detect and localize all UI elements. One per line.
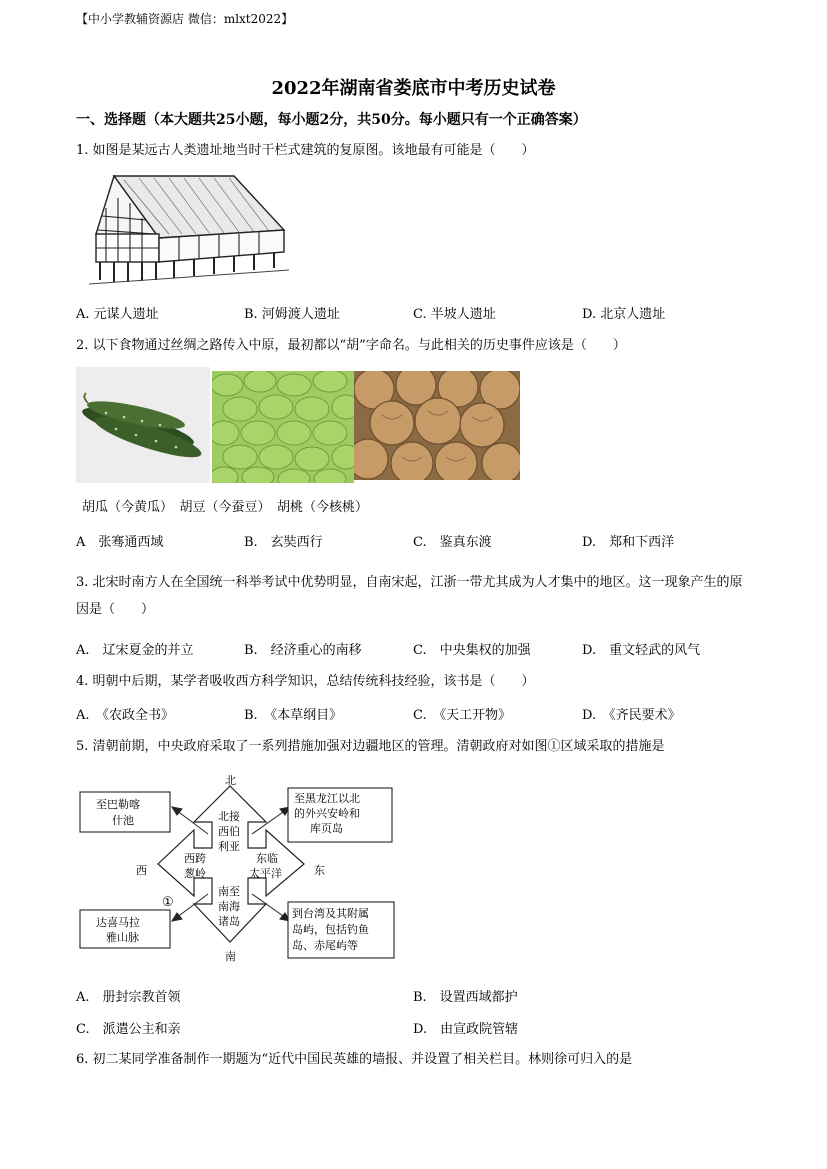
q3-option-a[interactable]: A. 辽宋夏金的并立 [76, 643, 194, 658]
walnut-image [354, 371, 520, 480]
q5-option-c[interactable]: C. 派遣公主和亲 [76, 1022, 181, 1037]
east-arrow-line1: 东临 [256, 852, 278, 865]
compass-west-label: 西 [136, 864, 147, 877]
question-3-stem: 3. 北宋时南方人在全国统一科举考试中优势明显，自南宋起，江浙一带尤其成为人才集中的地区。这一现象产生的原因是（ ） [76, 575, 743, 617]
box-se-line3: 岛、赤尾屿等 [292, 939, 358, 952]
page-title: 2022年湖南省娄底市中考历史试卷 [271, 78, 556, 99]
question-1-stem: 1. 如图是某远古人类遗址地当时干栏式建筑的复原图。该地最有可能是（ ） [76, 143, 535, 158]
question-4-stem: 4. 明朝中后期，某学者吸收西方科学知识，总结传统科技经验，该书是（ ） [76, 674, 535, 689]
west-arrow-line1: 西跨 [184, 852, 206, 865]
cucumber-image [76, 367, 210, 483]
box-se-line2: 岛屿，包括钓鱼 [292, 923, 369, 936]
south-arrow-line1: 南至 [218, 885, 240, 898]
q2-option-a[interactable]: A 张骞通西域 [76, 535, 164, 550]
q5-option-a[interactable]: A. 册封宗教首领 [76, 990, 181, 1005]
box-se-line1: 到台湾及其附属 [292, 907, 369, 920]
q1-option-c[interactable]: C. 半坡人遗址 [413, 307, 496, 322]
q5-option-b[interactable]: B. 设置西域都护 [413, 990, 518, 1005]
q4-option-d[interactable]: D. 《齐民要术》 [582, 708, 681, 723]
region-marker-1: ① [162, 895, 174, 910]
q4-option-b[interactable]: B. 《本草纲目》 [244, 708, 343, 723]
compass-south-label: 南 [225, 950, 236, 963]
section-heading: 一、选择题（本大题共25小题，每小题2分，共50分。每小题只有一个正确答案） [76, 112, 587, 128]
question-5-stem: 5. 清朝前期，中央政府采取了一系列措施加强对边疆地区的管理。清朝政府对如图①区域采取的措施是 [76, 739, 665, 754]
q3-option-c[interactable]: C. 中央集权的加强 [413, 643, 531, 658]
q4-option-a[interactable]: A. 《农政全书》 [76, 708, 175, 723]
west-arrow-line2: 葱岭 [184, 867, 206, 880]
q2-image-caption: 胡瓜（今黄瓜） 胡豆（今蚕豆） 胡桃（今核桃） [82, 500, 369, 515]
box-sw-line2: 雅山脉 [106, 931, 139, 944]
box-ne-line1: 至黑龙江以北 [294, 792, 360, 805]
q2-option-b[interactable]: B. 玄奘西行 [244, 535, 323, 550]
q3-option-d[interactable]: D. 重文轻武的风气 [582, 643, 701, 658]
box-sw-line1: 达喜马拉 [96, 916, 140, 929]
question-6-stem: 6. 初二某同学准备制作一期题为“近代中国民英雄的墙报、并设置了相关栏目。林则徐可归入的是 [76, 1052, 633, 1067]
q1-option-a[interactable]: A. 元谋人遗址 [76, 307, 159, 322]
question-2-stem: 2. 以下食物通过丝绸之路传入中原，最初都以“胡”字命名。与此相关的历史事件应该是（ ） [76, 338, 626, 353]
q3-option-b[interactable]: B. 经济重心的南移 [244, 643, 362, 658]
q1-option-d[interactable]: D. 北京人遗址 [582, 307, 666, 322]
watermark-text: 【中小学教辅资源店 微信：mlxt2022】 [76, 12, 294, 26]
south-arrow-line2: 南海 [218, 900, 240, 913]
north-arrow-line3: 利亚 [218, 840, 240, 853]
box-ne-line2: 的外兴安岭和 [294, 807, 360, 820]
broad-bean-image [212, 371, 354, 483]
q4-option-c[interactable]: C. 《天工开物》 [413, 708, 512, 723]
north-arrow-line2: 西伯 [218, 825, 240, 838]
north-arrow-line1: 北接 [218, 810, 240, 823]
q2-option-c[interactable]: C. 鉴真东渡 [413, 535, 492, 550]
qing-territory-diagram [76, 768, 406, 968]
box-ne-line3: 库页岛 [310, 822, 343, 835]
stilt-house-illustration [84, 168, 294, 288]
box-nw-line1: 至巴勒喀 [96, 798, 140, 811]
q2-option-d[interactable]: D. 郑和下西洋 [582, 535, 675, 550]
east-arrow-line2: 太平洋 [249, 867, 282, 880]
compass-east-label: 东 [314, 864, 325, 877]
south-arrow-line3: 诸岛 [218, 915, 240, 928]
q5-option-d[interactable]: D. 由宣政院管辖 [413, 1022, 519, 1037]
q1-option-b[interactable]: B. 河姆渡人遗址 [244, 307, 340, 322]
box-nw-line2: 什池 [112, 814, 134, 827]
compass-north-label: 北 [225, 774, 236, 787]
